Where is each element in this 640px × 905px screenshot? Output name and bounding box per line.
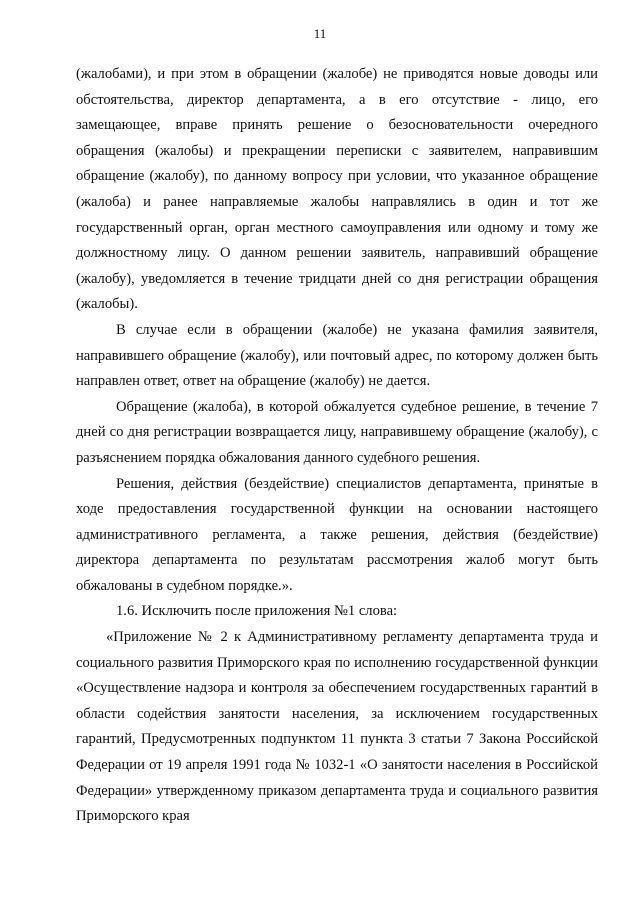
paragraph-appendix-2: «Приложение № 2 к Административному регламенту департамента труда и социального развития Приморского края по исполнению государственной функции «Осуществление надзора и контроля за обеспечением государственных гарантий в области содействия занятости населения, за исключением государственных гарантий, Предусмотренных подпунктом 11 пункта 3 статьи 7 Закона Российской Федерации от 19 апреля 1991 года № 1032-1 «О занятости населения в Российской Федерации» утвержденному приказом департамента труда и социального развития Приморского края	[76, 629, 598, 825]
paragraph-court-decision: Обращение (жалоба), в которой обжалуется судебное решение, в течение 7 дней со дня регистрации возвращается лицу, направившему обращение (жалобу), с разъяснением порядка обжалования данного судебного решения.	[76, 398, 598, 466]
paragraph-missing-surname: В случае если в обращении (жалобе) не указана фамилия заявителя, направившего обращение (жалобу), или почтовый адрес, по которому должен быть направлен ответ, ответ на обращение (жалобу) не дается.	[76, 321, 598, 390]
paragraph-continuation: (жалобами), и при этом в обращении (жалобе) не приводятся новые доводы или обстоятельства, директор департамента, а в его отсутствие - лицо, его замещающее, вправе принять решение о безосновательности очередного обращения (жалобы) и прекращении переписки с заявителем, направившим обращение (жалобу), по данному вопросу при условии, что указанное обращение (жалоба) и ранее направляемые жалобы направлялись в один и тот же государственный орган, орган местного самоуправления или одному и тому же должностному лицу. О данном решении заявитель, направивший обращение (жалобу), уведомляется в течение тридцати дней со дня регистрации обращения (жалобы).	[76, 66, 598, 313]
paragraph-appeal-procedure: Решения, действия (бездействие) специалистов департамента, принятые в ходе предоставления государственной функции на основании настоящего административного регламента, а также решения, действия (бездействие) директора департамента по результатам рассмотрения жалоб могут быть обжалованы в судебном порядке.».	[76, 475, 598, 594]
document-body	[76, 62, 598, 830]
page-number: 11	[313, 26, 327, 41]
paragraph-item-1-6: 1.6. Исключить после приложения №1 слова:	[116, 603, 398, 620]
